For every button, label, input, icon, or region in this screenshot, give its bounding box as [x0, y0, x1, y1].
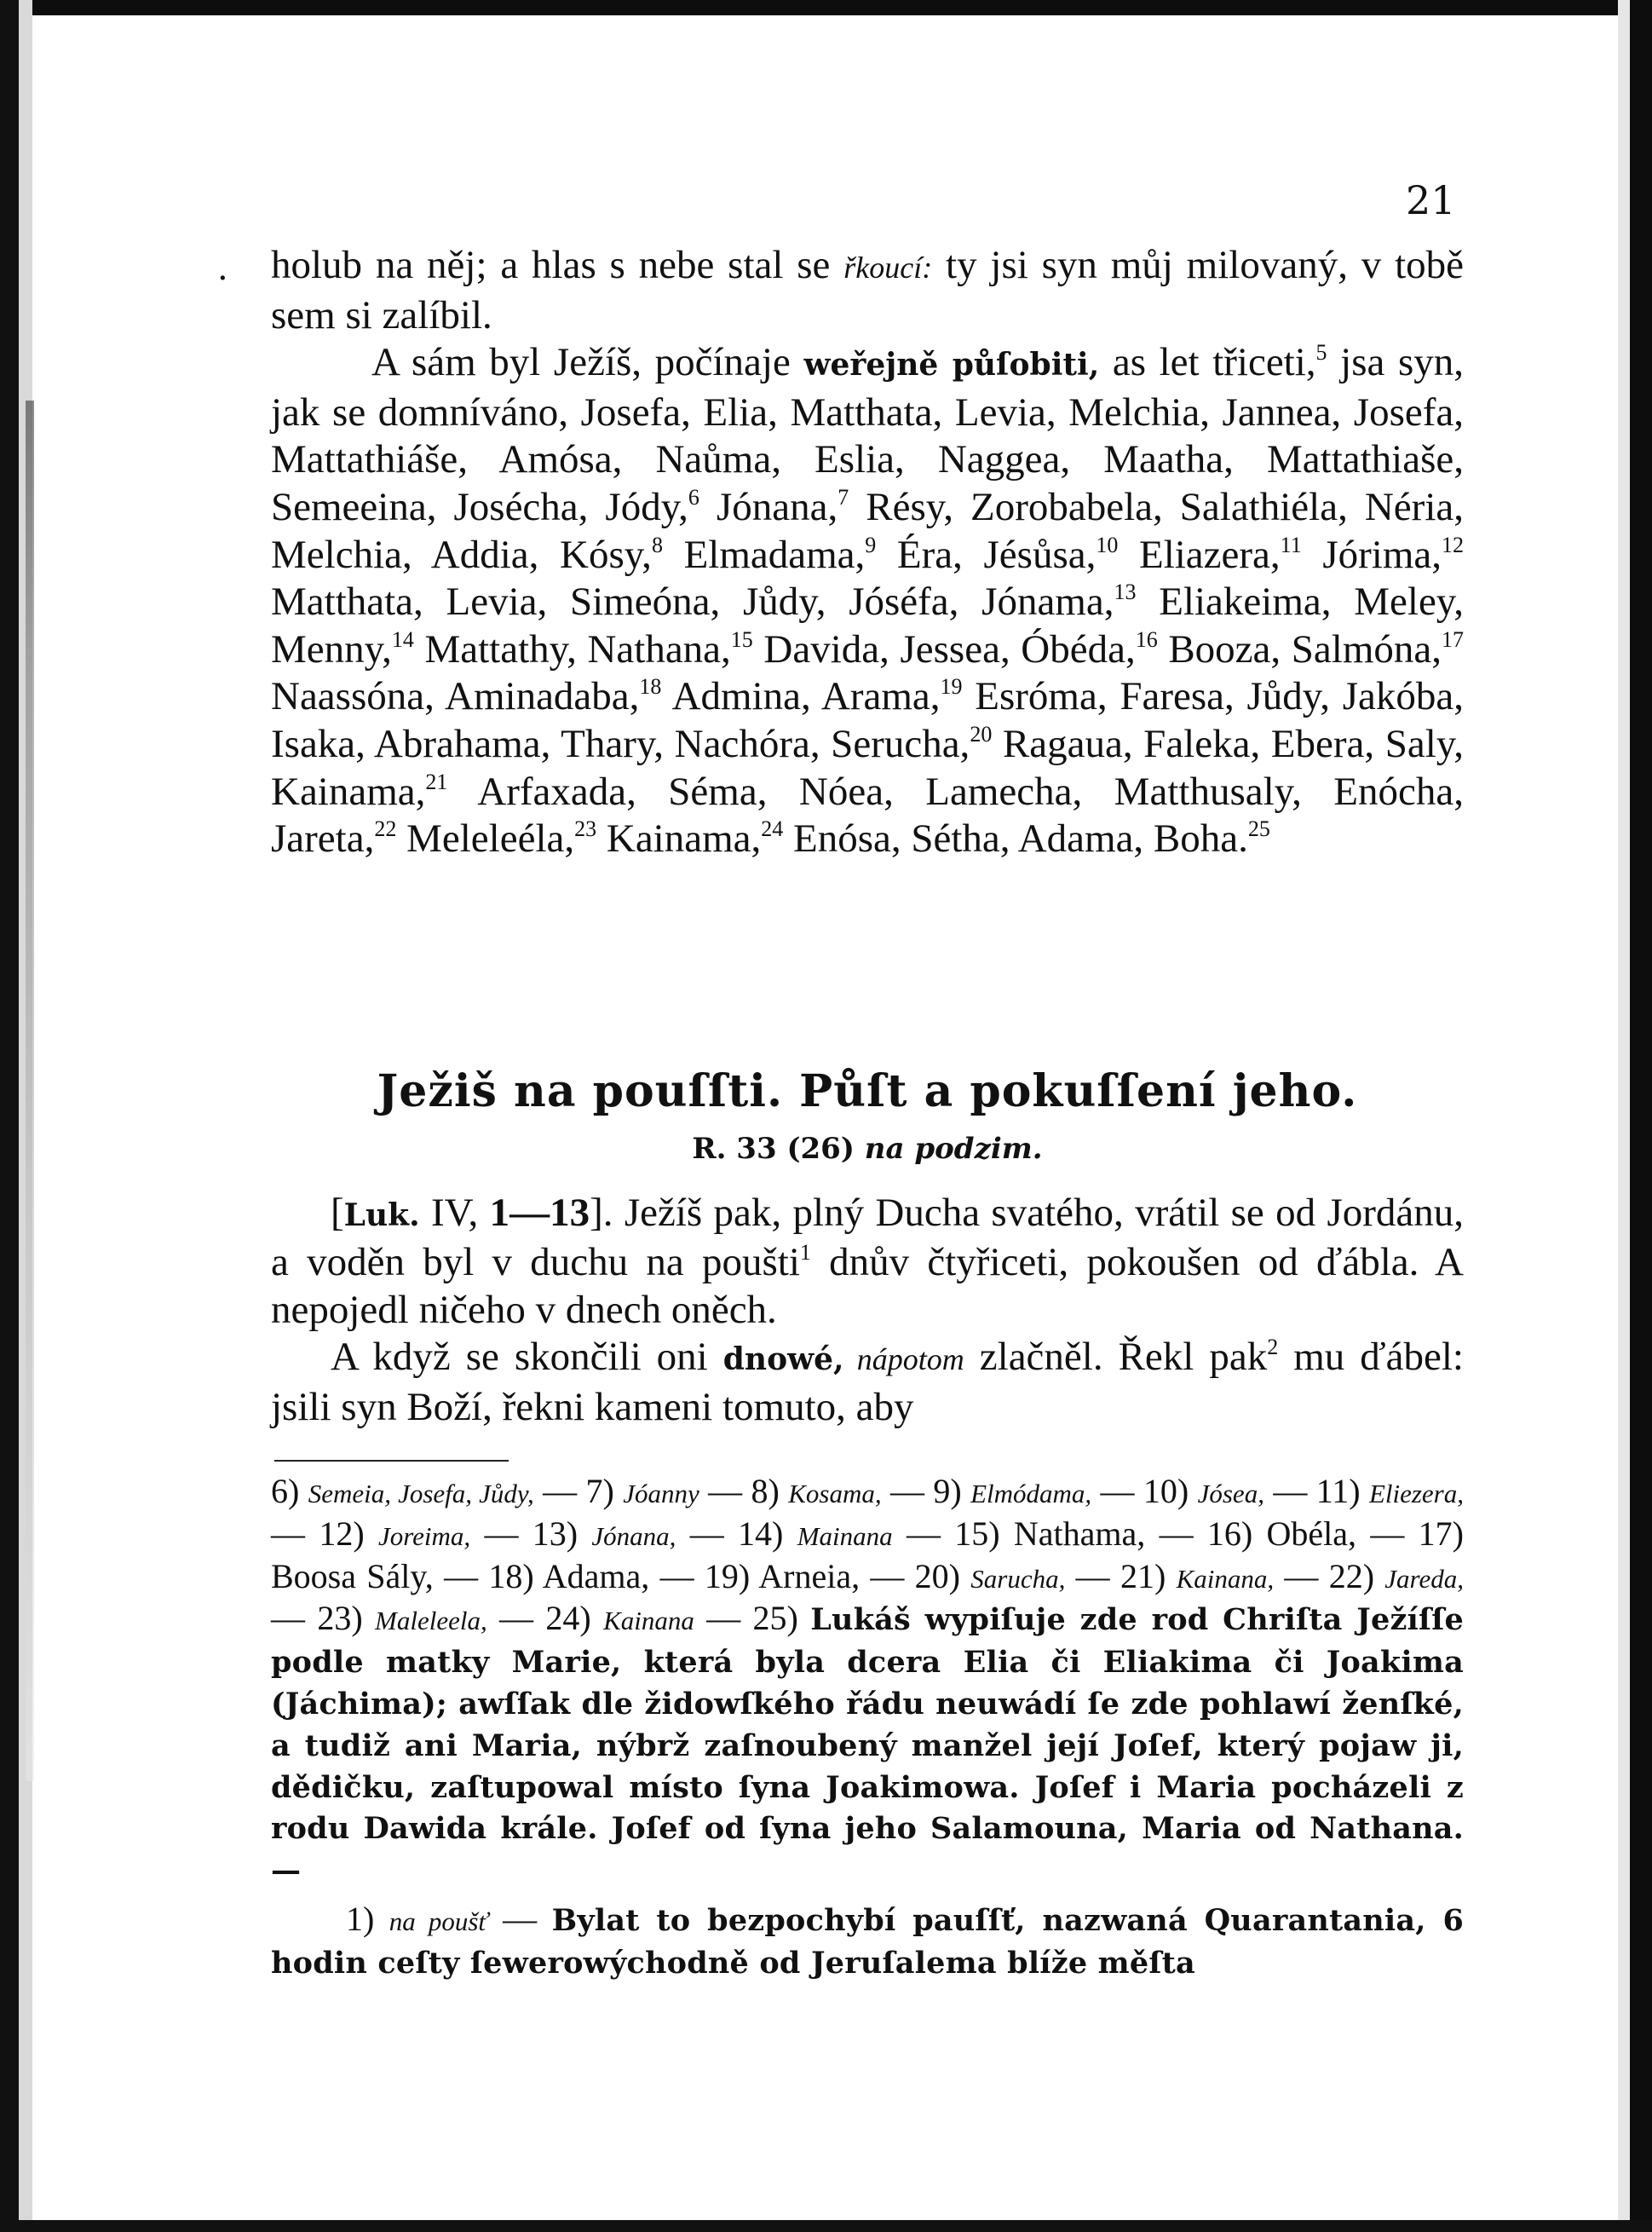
section-text-block — [271, 1190, 1464, 1431]
footnote-ref: 9 — [865, 532, 877, 557]
footnote-ref: 5 — [1315, 340, 1327, 366]
section-subheading: R. 33 (26) na podzim. — [692, 1132, 1043, 1166]
footnote-ref: 7 — [838, 484, 849, 510]
footnote-ref: 22 — [374, 816, 397, 842]
scan-border-right — [1630, 0, 1652, 2232]
footnote-ref: 17 — [1442, 626, 1464, 652]
footnotes-block — [271, 1472, 1464, 1984]
paragraph-3: [Luk. IV, 1—13]. Ježíš pak, plný Ducha svatého, vrátil se od Jordánu, a voděn byl v duchu na poušti$^1$ dnův čtyřiceti, pokoušen od ďábla. A nepojedl ničeho v dnech oněch. — [271, 1191, 1464, 1332]
footnote-ref: 15 — [730, 626, 753, 652]
footnote-ref: 19 — [940, 674, 963, 700]
footnote-ref: 16 — [1135, 626, 1158, 652]
paragraph-4: A když se skončili oni dnowé, nápotom zlačněl. Řekl pak$^2$ mu ďábel: jsili syn Boží, řekni kameni tomuto, aby — [271, 1335, 1464, 1429]
footnote-ref: 24 — [761, 816, 784, 842]
footnote-ref: 13 — [1114, 580, 1137, 605]
paragraph-2: A sám byl Ježíš, počínaje weřejně půſobiti, as let třiceti,$^5$ jsa syn, jak se domníváno, Josefa, Elia, Matthata, Levia, Melchia, Jannea, Josefa, Mattathiáše, Amósa, Naůma, Eslia, Naggea, Maatha, Mattathiaše, Semeeina, Josécha, Jódy,$^6$ Jónana,$^7$ Résy, Zorobabela, Salathiéla, Néria, Melchia, Addia, Kósy,$^8$ Elmadama,$^9$ Éra, Jésůsa,$^{10}$ Eliazera,$^{11}$ Jórima,$^{12}$ Matthata, Levia, Simeóna, Jůdy, Jóséfa, Jónama,$^{13}$ Eliakeima, Meley, Menny,$^{14}$ Mattathy, Nathana,$^{15}$ Davida, Jessea, Óbéda,$^{16}$ Booza, Salmóna,$^{17}$ Naassóna, Aminadaba,$^{18}$ Admina, Arama,$^{19}$ Esróma, Faresa, Jůdy, Jakóba, Isaka, Abrahama, Thary, Nachóra, Serucha,$^{20}$ Ragaua, Faleka, Ebera, Saly, Kainama,$^{21}$ Arfaxada, Séma, Nóea, Lamecha, Matthusaly, Enócha, Jareta,$^{22}$ Meleleéla,$^{23}$ Kainama,$^{24}$ Enósa, Sétha, Adama, Boha.$^{25}$ — [271, 340, 1465, 862]
footnote-ref: 8 — [651, 532, 663, 557]
footnote-1: 1) na poušť — Bylat to bezpochybí pauſſť, nazwaná Quarantania, 6 hodin ceſty ſewerowýchodně od Jeruſalema blíže měſta — [271, 1899, 1465, 1981]
section-heading: Ježiš na pouſſti. Půſt a pokuſſení jeho. — [377, 1065, 1358, 1117]
footnote-ref: 18 — [639, 674, 662, 700]
footnote-ref: 21 — [425, 769, 448, 794]
scan-gutter-right — [1618, 0, 1630, 2232]
paragraph-1: holub na něj; a hlas s nebe stal se řkoucí: ty jsi syn můj milovaný, v tobě sem si zalíbil. — [271, 243, 1465, 337]
footnote-ref: 23 — [574, 816, 597, 842]
footnote-ref: 10 — [1096, 532, 1119, 557]
footnote-ref: 25 — [1247, 816, 1270, 842]
scan-border-left — [0, 0, 19, 2232]
footnote-ref: 11 — [1280, 532, 1302, 557]
footnote-ref: 6 — [688, 484, 699, 510]
footnote-divider — [274, 1460, 509, 1462]
footnote-ref: 12 — [1442, 532, 1464, 557]
footnote-ref: 1 — [799, 1240, 811, 1266]
footnote-variants: 6) Semeia, Josefa, Jůdy, — 7) Jóanny — 8) Kosama, — 9) Elmódama, — 10) Jósea, — 11) Eliezera, — 12) Joreima, — 13) Jónana, — 14) Mainana — 15) Nathama, — 16) Obéla, — 17) Boosa Sály, — 18) Adama, — 19) Arneia, — 20) Sarucha, — 21) Kainana, — 22) Jareda, — 23) Maleleela, — 24) Kainana — 25) Lukáš wypiſuje zde rod Chriſta Ježíſſe podle matky Marie, která byla dcera Elia či Eliakima či Joakima (Jáchima); awſſak dle židowſkého řádu neuwádí ſe zde pohlawí ženſké, a tudiž ani Maria, nýbrž zaſnoubený manžel její Joſef, který pojaw ji, dědičku, zaſtupowal místo ſyna Joakimowa. Joſef i Maria pocházeli z rodu Dawida krále. Joſef od ſyna jeho Salamouna, Maria od Nathana. — — [271, 1472, 1465, 1889]
footnote-ref: 2 — [1267, 1335, 1279, 1360]
margin-dot: . — [217, 249, 228, 288]
page-number: 21 — [1406, 177, 1456, 223]
binding-shadow — [26, 401, 34, 1781]
scan-border-top — [0, 0, 1652, 15]
footnote-ref: 20 — [970, 721, 993, 747]
scripture-reference: Luk. — [343, 1197, 420, 1233]
main-text-block — [271, 242, 1464, 863]
scan-border-bottom — [0, 2220, 1652, 2232]
footnote-ref: 14 — [391, 626, 414, 652]
